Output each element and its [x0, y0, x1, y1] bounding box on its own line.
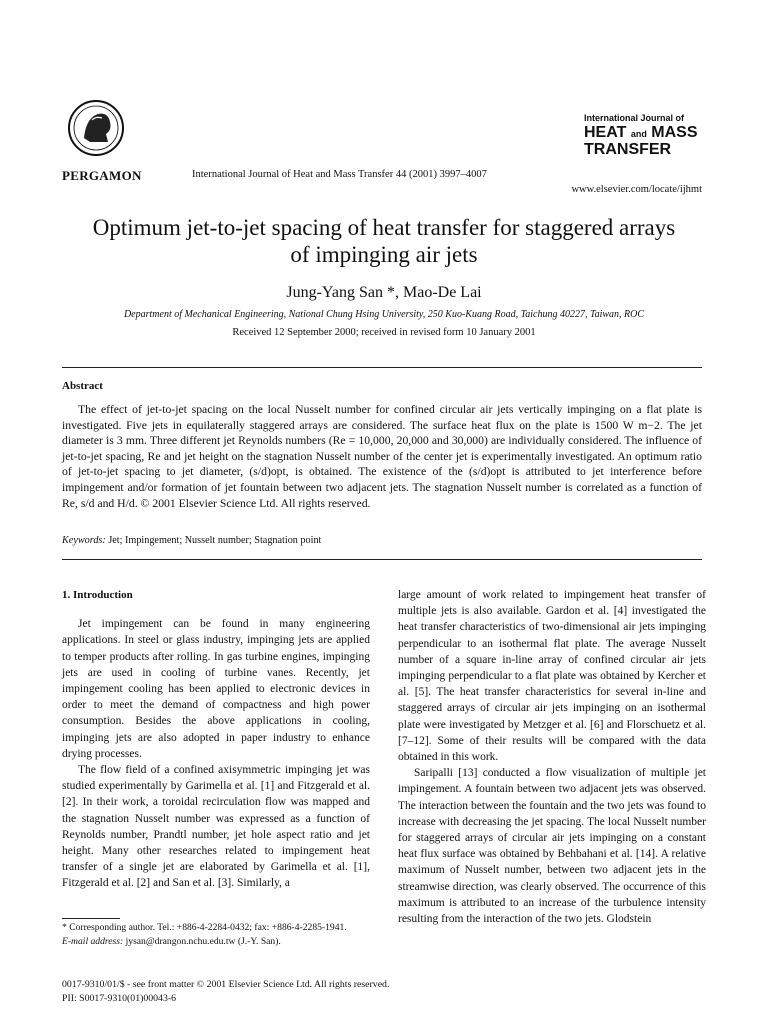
journal-url[interactable]: www.elsevier.com/locate/ijhmt — [571, 184, 702, 195]
paragraph: large amount of work related to impingement heat transfer of multiple jets is also available. Gardon et al. [4] investigated the heat transfer characteristics of two-dimensional air jets impinging perpendicular to an isothermal flat plate. The average Nusselt number of a square in-line array of confined circular air jets impinging perpendicular to a flat plate was obtained by Kercher et al. [5]. The heat transfer characteristics for several in-line and staggered arrays of circular air jets impinging on an isothermal plate were investigated by Metzger et al. [6] and Florschuetz et al. [7–12]. Some of their results will be compared with the data obtained in this work. — [398, 589, 706, 764]
paragraph: Saripalli [13] conducted a flow visualization of multiple jet impingement. A fountain between two adjacent jets was observed. The interaction between the fountain and the two jets was found to increase with decreasing the jet spacing. The local Nusselt number for staggered arrays of circular air jets impinging on a constant heat flux surface was obtained by Behbahani et al. [14]. A relative maximum of Nusselt number, between two adjacent jets in the streamwise direction, was clearly observed. The occurrence of this maximum is attributed to an increase of the turbulence intensity resulting from the interaction of the two jets. Glodstein — [398, 767, 706, 926]
footnote-email — [62, 935, 370, 949]
journal-brand-heat: HEAT — [584, 124, 627, 141]
publisher-name: PERGAMON — [62, 168, 142, 183]
section-heading-introduction: 1. Introduction — [62, 589, 133, 601]
footnote — [62, 921, 370, 948]
journal-citation: International Journal of Heat and Mass Transfer 44 (2001) 3997–4007 — [192, 169, 487, 180]
body-column-left — [62, 587, 370, 892]
footnote-corresponding: * Corresponding author. Tel.: +886-4-2284-0432; fax: +886-4-2285-1941. — [62, 922, 347, 933]
journal-brand-line1: International Journal of — [584, 113, 685, 123]
keywords — [62, 535, 321, 546]
abstract-heading: Abstract — [62, 380, 103, 392]
body-column-right — [398, 587, 706, 927]
journal-brand-line2 — [584, 125, 724, 141]
page-footer — [62, 978, 389, 1006]
journal-brand-logo — [584, 114, 724, 158]
article-title — [40, 214, 728, 268]
received-dates: Received 12 September 2000; received in revised form 10 January 2001 — [232, 327, 536, 338]
journal-brand-transfer: TRANSFER — [584, 141, 672, 158]
affiliation: Department of Mechanical Engineering, National Chung Hsing University, 250 Kuo-Kuang Road, Taichung 40227, Taiwan, ROC — [123, 309, 645, 320]
paragraph: The flow field of a confined axisymmetric impinging jet was studied experimentally by Garimella et al. [1] and Fitzgerald et al. [2]. In their work, a toroidal recirculation flow was mapped and the stagnation Nusselt number was expressed as a function of Reynolds number, Prandtl number, jet hole aspect ratio and jet height. Many other researches related to impingement heat transfer of a single jet are elaborated by Garimella et al. [1], Fitzgerald et al. [2] and San et al. [3]. Similarly, a — [62, 764, 370, 890]
divider-bottom — [62, 559, 702, 560]
journal-brand-and: and — [630, 129, 647, 139]
title-line-1: Optimum jet-to-jet spacing of heat transfer for staggered arrays — [92, 215, 676, 240]
divider-top — [62, 367, 702, 368]
keywords-text: Jet; Impingement; Nusselt number; Stagnation point — [105, 535, 322, 546]
footnote-divider — [62, 918, 120, 919]
title-line-2: of impinging air jets — [290, 242, 478, 267]
paragraph: Jet impingement can be found in many engineering applications. In steel or glass industry, impinging jets are applied to temper products after rolling. In gas turbine engines, impinging jets are used in cooling of turbine vanes. Recently, jet impingement cooling has been applied to electronic devices in order to meet the demand of compactness and high power consumption. Besides the above applications in cooling, impinging jets are also adopted in paper industry to enhance drying processes. — [62, 618, 370, 760]
pii-line: PII: S0017-9310(01)00043-6 — [62, 993, 177, 1004]
authors: Jung-Yang San *, Mao-De Lai — [286, 284, 482, 301]
email-label: E-mail address: — [62, 935, 124, 947]
abstract-text: The effect of jet-to-jet spacing on the local Nusselt number for confined circular air jets vertically impinging on a flat plate is investigated. Five jets in equilaterally staggered arrays are considered. The surface heat flux on the plate is 1500 W m−2. The jet diameter is 3 mm. Three different jet Reynolds numbers (Re = 10,000, 20,000 and 30,000) are individually considered. The influence of jet-to-jet spacing, Re and jet height on the stagnation Nusselt number of the center jet is experimentally investigated. An optimum ratio of jet-to-jet spacing to jet diameter, (s/d)opt, is obtained. The existence of the (s/d)opt is attributed to jet interference before impingement and/or formation of jet fountain between two adjacent jets. The stagnation Nusselt number is correlated as a function of Re, s/d and H/d. © 2001 Elsevier Science Ltd. All rights reserved. — [62, 403, 702, 510]
keywords-label: Keywords: — [62, 535, 106, 546]
email-address[interactable]: jysan@drangon.nchu.edu.tw (J.-Y. San). — [123, 935, 281, 947]
journal-brand-mass: MASS — [651, 124, 698, 141]
front-matter-line: 0017-9310/01/$ - see front matter © 2001 Elsevier Science Ltd. All rights reserved. — [62, 979, 390, 990]
publisher-logo — [66, 98, 126, 158]
